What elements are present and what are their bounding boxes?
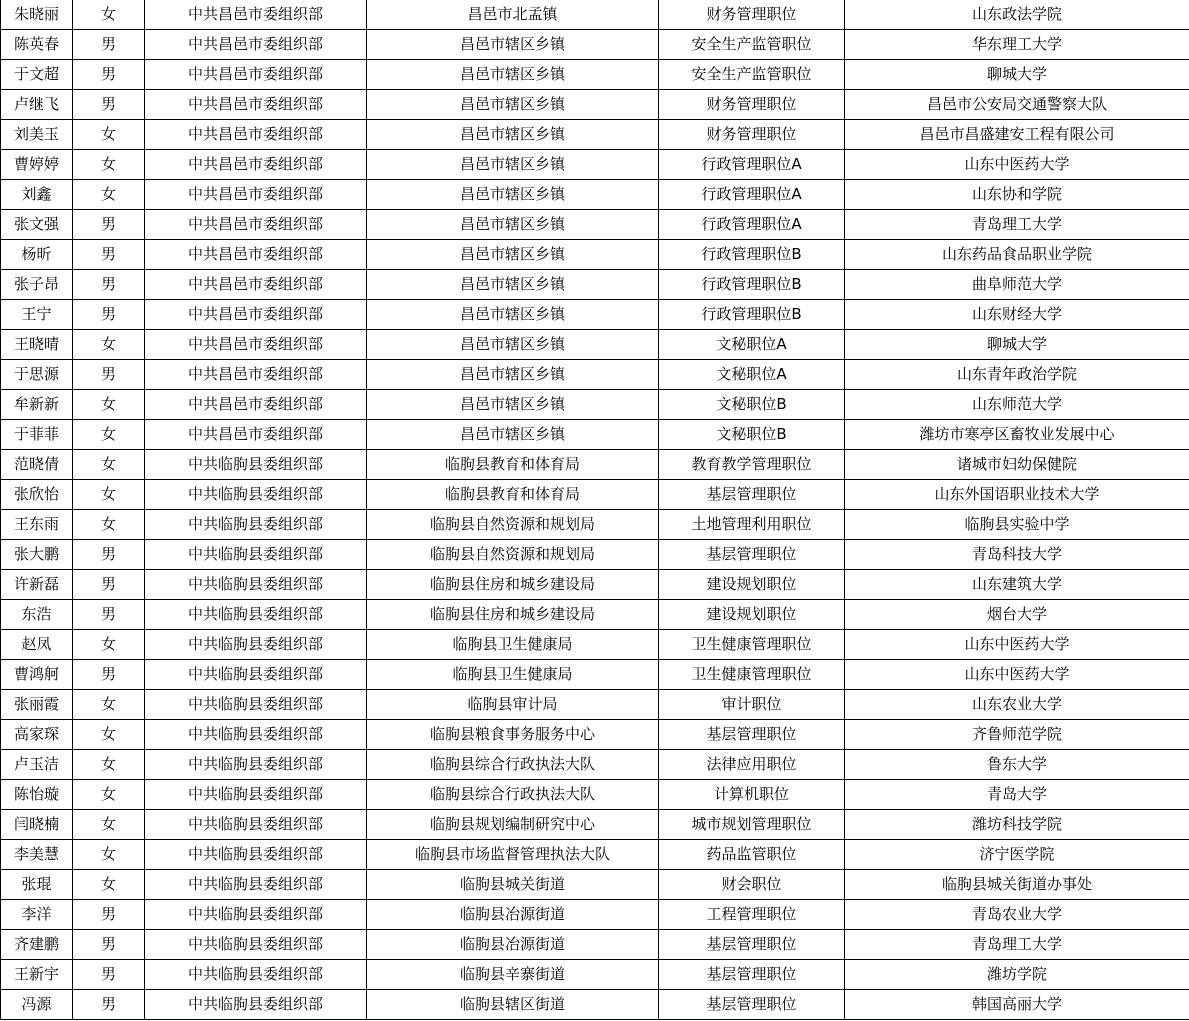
recruiting-unit-cell: 中共昌邑市委组织部 [145,150,367,180]
gender-cell: 女 [73,480,145,510]
name-cell: 赵凤 [1,630,73,660]
workplace-cell: 临朐县教育和体育局 [367,450,659,480]
table-row [1,360,1189,390]
recruiting-unit-cell: 中共昌邑市委组织部 [145,120,367,150]
recruiting-unit-cell: 中共临朐县委组织部 [145,570,367,600]
name-cell: 曹婷婷 [1,150,73,180]
table-row [1,480,1189,510]
table-row [1,780,1189,810]
position-cell: 行政管理职位A [659,150,845,180]
origin-cell: 山东药品食品职业学院 [845,240,1189,270]
workplace-cell: 临朐县城关街道 [367,870,659,900]
name-cell: 许新磊 [1,570,73,600]
workplace-cell: 昌邑市辖区乡镇 [367,330,659,360]
table-row [1,90,1189,120]
origin-cell: 聊城大学 [845,330,1189,360]
position-cell: 财会职位 [659,870,845,900]
name-cell: 于思源 [1,360,73,390]
recruiting-unit-cell: 中共临朐县委组织部 [145,870,367,900]
gender-cell: 男 [73,540,145,570]
name-cell: 王东雨 [1,510,73,540]
recruiting-unit-cell: 中共昌邑市委组织部 [145,90,367,120]
workplace-cell: 临朐县住房和城乡建设局 [367,570,659,600]
recruiting-unit-cell: 中共临朐县委组织部 [145,780,367,810]
recruiting-unit-cell: 中共昌邑市委组织部 [145,30,367,60]
gender-cell: 男 [73,990,145,1020]
recruiting-unit-cell: 中共昌邑市委组织部 [145,240,367,270]
gender-cell: 女 [73,780,145,810]
origin-cell: 齐鲁师范学院 [845,720,1189,750]
origin-cell: 昌邑市公安局交通警察大队 [845,90,1189,120]
table-row [1,330,1189,360]
workplace-cell: 临朐县辖区街道 [367,990,659,1020]
workplace-cell: 昌邑市辖区乡镇 [367,300,659,330]
origin-cell: 山东协和学院 [845,180,1189,210]
name-cell: 张欣怡 [1,480,73,510]
workplace-cell: 临朐县自然资源和规划局 [367,510,659,540]
recruiting-unit-cell: 中共临朐县委组织部 [145,810,367,840]
position-cell: 卫生健康管理职位 [659,660,845,690]
name-cell: 东浩 [1,600,73,630]
workplace-cell: 临朐县辛寨街道 [367,960,659,990]
origin-cell: 山东青年政治学院 [845,360,1189,390]
name-cell: 曹鸿舸 [1,660,73,690]
gender-cell: 男 [73,930,145,960]
workplace-cell: 临朐县综合行政执法大队 [367,750,659,780]
workplace-cell: 昌邑市辖区乡镇 [367,150,659,180]
gender-cell: 女 [73,420,145,450]
position-cell: 教育教学管理职位 [659,450,845,480]
recruiting-unit-cell: 中共昌邑市委组织部 [145,360,367,390]
table-row [1,840,1189,870]
table-row [1,60,1189,90]
recruiting-unit-cell: 中共昌邑市委组织部 [145,60,367,90]
workplace-cell: 昌邑市辖区乡镇 [367,270,659,300]
name-cell: 王晓晴 [1,330,73,360]
position-cell: 财务管理职位 [659,90,845,120]
recruiting-unit-cell: 中共临朐县委组织部 [145,630,367,660]
table-row [1,990,1189,1020]
gender-cell: 男 [73,900,145,930]
workplace-cell: 临朐县卫生健康局 [367,630,659,660]
position-cell: 药品监管职位 [659,840,845,870]
table-row [1,240,1189,270]
name-cell: 刘美玉 [1,120,73,150]
position-cell: 基层管理职位 [659,930,845,960]
table-row [1,750,1189,780]
table-row [1,30,1189,60]
gender-cell: 女 [73,630,145,660]
workplace-cell: 昌邑市辖区乡镇 [367,120,659,150]
origin-cell: 山东政法学院 [845,0,1189,30]
recruiting-unit-cell: 中共临朐县委组织部 [145,690,367,720]
gender-cell: 女 [73,690,145,720]
table-row [1,390,1189,420]
gender-cell: 女 [73,0,145,30]
name-cell: 张丽霞 [1,690,73,720]
workplace-cell: 临朐县教育和体育局 [367,480,659,510]
position-cell: 文秘职位B [659,390,845,420]
recruiting-unit-cell: 中共昌邑市委组织部 [145,300,367,330]
workplace-cell: 昌邑市辖区乡镇 [367,390,659,420]
position-cell: 基层管理职位 [659,540,845,570]
recruiting-unit-cell: 中共临朐县委组织部 [145,900,367,930]
origin-cell: 潍坊市寒亭区畜牧业发展中心 [845,420,1189,450]
name-cell: 高家琛 [1,720,73,750]
position-cell: 行政管理职位B [659,270,845,300]
position-cell: 城市规划管理职位 [659,810,845,840]
name-cell: 卢玉洁 [1,750,73,780]
recruiting-unit-cell: 中共昌邑市委组织部 [145,210,367,240]
position-cell: 基层管理职位 [659,990,845,1020]
position-cell: 审计职位 [659,690,845,720]
gender-cell: 女 [73,180,145,210]
recruiting-unit-cell: 中共昌邑市委组织部 [145,330,367,360]
recruiting-unit-cell: 中共临朐县委组织部 [145,600,367,630]
workplace-cell: 临朐县粮食事务服务中心 [367,720,659,750]
origin-cell: 青岛理工大学 [845,930,1189,960]
position-cell: 法律应用职位 [659,750,845,780]
gender-cell: 女 [73,330,145,360]
gender-cell: 男 [73,90,145,120]
gender-cell: 女 [73,510,145,540]
gender-cell: 女 [73,720,145,750]
gender-cell: 男 [73,270,145,300]
origin-cell: 曲阜师范大学 [845,270,1189,300]
table-row [1,870,1189,900]
position-cell: 行政管理职位B [659,300,845,330]
gender-cell: 男 [73,360,145,390]
position-cell: 安全生产监管职位 [659,30,845,60]
position-cell: 财务管理职位 [659,120,845,150]
origin-cell: 聊城大学 [845,60,1189,90]
name-cell: 于文超 [1,60,73,90]
position-cell: 文秘职位B [659,420,845,450]
table-row [1,570,1189,600]
origin-cell: 昌邑市昌盛建安工程有限公司 [845,120,1189,150]
origin-cell: 青岛大学 [845,780,1189,810]
origin-cell: 韩国高丽大学 [845,990,1189,1020]
name-cell: 冯源 [1,990,73,1020]
workplace-cell: 昌邑市辖区乡镇 [367,210,659,240]
gender-cell: 男 [73,300,145,330]
workplace-cell: 临朐县综合行政执法大队 [367,780,659,810]
name-cell: 闫晓楠 [1,810,73,840]
name-cell: 王新宇 [1,960,73,990]
name-cell: 范晓倩 [1,450,73,480]
table-row [1,210,1189,240]
workplace-cell: 临朐县冶源街道 [367,930,659,960]
origin-cell: 山东建筑大学 [845,570,1189,600]
gender-cell: 男 [73,570,145,600]
recruiting-unit-cell: 中共临朐县委组织部 [145,510,367,540]
name-cell: 陈怡璇 [1,780,73,810]
gender-cell: 女 [73,120,145,150]
gender-cell: 男 [73,210,145,240]
gender-cell: 女 [73,810,145,840]
table-row [1,0,1189,30]
position-cell: 土地管理利用职位 [659,510,845,540]
position-cell: 基层管理职位 [659,480,845,510]
origin-cell: 临朐县城关街道办事处 [845,870,1189,900]
table-row [1,270,1189,300]
position-cell: 行政管理职位A [659,210,845,240]
recruiting-unit-cell: 中共临朐县委组织部 [145,540,367,570]
origin-cell: 青岛科技大学 [845,540,1189,570]
recruiting-unit-cell: 中共临朐县委组织部 [145,960,367,990]
recruiting-unit-cell: 中共临朐县委组织部 [145,990,367,1020]
table-row [1,660,1189,690]
origin-cell: 诸城市妇幼保健院 [845,450,1189,480]
origin-cell: 临朐县实验中学 [845,510,1189,540]
position-cell: 安全生产监管职位 [659,60,845,90]
origin-cell: 山东中医药大学 [845,660,1189,690]
workplace-cell: 昌邑市辖区乡镇 [367,60,659,90]
recruiting-unit-cell: 中共临朐县委组织部 [145,750,367,780]
table-row [1,540,1189,570]
gender-cell: 女 [73,450,145,480]
table-row [1,690,1189,720]
workplace-cell: 昌邑市辖区乡镇 [367,180,659,210]
table-row [1,930,1189,960]
position-cell: 行政管理职位B [659,240,845,270]
gender-cell: 男 [73,960,145,990]
table-row [1,420,1189,450]
table-row [1,720,1189,750]
name-cell: 杨昕 [1,240,73,270]
position-cell: 工程管理职位 [659,900,845,930]
roster-table-body [1,0,1189,1020]
gender-cell: 女 [73,390,145,420]
name-cell: 李美慧 [1,840,73,870]
name-cell: 李洋 [1,900,73,930]
name-cell: 刘鑫 [1,180,73,210]
workplace-cell: 昌邑市辖区乡镇 [367,30,659,60]
origin-cell: 青岛理工大学 [845,210,1189,240]
position-cell: 建设规划职位 [659,600,845,630]
name-cell: 陈英春 [1,30,73,60]
workplace-cell: 临朐县住房和城乡建设局 [367,600,659,630]
origin-cell: 山东中医药大学 [845,150,1189,180]
gender-cell: 男 [73,240,145,270]
name-cell: 于菲菲 [1,420,73,450]
name-cell: 张子昂 [1,270,73,300]
workplace-cell: 临朐县卫生健康局 [367,660,659,690]
workplace-cell: 昌邑市辖区乡镇 [367,420,659,450]
workplace-cell: 昌邑市辖区乡镇 [367,360,659,390]
table-row [1,300,1189,330]
origin-cell: 山东师范大学 [845,390,1189,420]
table-row [1,810,1189,840]
workplace-cell: 临朐县规划编制研究中心 [367,810,659,840]
recruiting-unit-cell: 中共临朐县委组织部 [145,480,367,510]
table-row [1,180,1189,210]
workplace-cell: 昌邑市北孟镇 [367,0,659,30]
gender-cell: 女 [73,840,145,870]
name-cell: 张大鹏 [1,540,73,570]
position-cell: 计算机职位 [659,780,845,810]
origin-cell: 山东财经大学 [845,300,1189,330]
gender-cell: 男 [73,30,145,60]
gender-cell: 男 [73,600,145,630]
table-row [1,510,1189,540]
position-cell: 卫生健康管理职位 [659,630,845,660]
origin-cell: 山东农业大学 [845,690,1189,720]
origin-cell: 青岛农业大学 [845,900,1189,930]
gender-cell: 女 [73,870,145,900]
position-cell: 文秘职位A [659,330,845,360]
origin-cell: 华东理工大学 [845,30,1189,60]
table-row [1,600,1189,630]
recruiting-unit-cell: 中共昌邑市委组织部 [145,180,367,210]
recruiting-unit-cell: 中共昌邑市委组织部 [145,390,367,420]
origin-cell: 烟台大学 [845,600,1189,630]
workplace-cell: 昌邑市辖区乡镇 [367,90,659,120]
table-row [1,960,1189,990]
position-cell: 行政管理职位A [659,180,845,210]
name-cell: 齐建鹏 [1,930,73,960]
name-cell: 王宁 [1,300,73,330]
name-cell: 朱晓丽 [1,0,73,30]
gender-cell: 女 [73,150,145,180]
recruiting-unit-cell: 中共临朐县委组织部 [145,930,367,960]
recruiting-unit-cell: 中共临朐县委组织部 [145,660,367,690]
gender-cell: 女 [73,750,145,780]
gender-cell: 男 [73,60,145,90]
position-cell: 基层管理职位 [659,720,845,750]
table-row [1,450,1189,480]
workplace-cell: 临朐县市场监督管理执法大队 [367,840,659,870]
name-cell: 牟新新 [1,390,73,420]
recruiting-unit-cell: 中共昌邑市委组织部 [145,270,367,300]
table-row [1,900,1189,930]
name-cell: 卢继飞 [1,90,73,120]
gender-cell: 男 [73,660,145,690]
position-cell: 财务管理职位 [659,0,845,30]
origin-cell: 山东外国语职业技术大学 [845,480,1189,510]
origin-cell: 济宁医学院 [845,840,1189,870]
workplace-cell: 昌邑市辖区乡镇 [367,240,659,270]
origin-cell: 山东中医药大学 [845,630,1189,660]
workplace-cell: 临朐县审计局 [367,690,659,720]
position-cell: 建设规划职位 [659,570,845,600]
recruiting-unit-cell: 中共昌邑市委组织部 [145,420,367,450]
table-row [1,150,1189,180]
name-cell: 张文强 [1,210,73,240]
origin-cell: 鲁东大学 [845,750,1189,780]
recruiting-unit-cell: 中共临朐县委组织部 [145,720,367,750]
table-row [1,630,1189,660]
workplace-cell: 临朐县冶源街道 [367,900,659,930]
recruiting-unit-cell: 中共昌邑市委组织部 [145,0,367,30]
name-cell: 张琨 [1,870,73,900]
recruiting-unit-cell: 中共临朐县委组织部 [145,840,367,870]
origin-cell: 潍坊学院 [845,960,1189,990]
position-cell: 基层管理职位 [659,960,845,990]
workplace-cell: 临朐县自然资源和规划局 [367,540,659,570]
table-row [1,120,1189,150]
position-cell: 文秘职位A [659,360,845,390]
recruiting-unit-cell: 中共临朐县委组织部 [145,450,367,480]
origin-cell: 潍坊科技学院 [845,810,1189,840]
